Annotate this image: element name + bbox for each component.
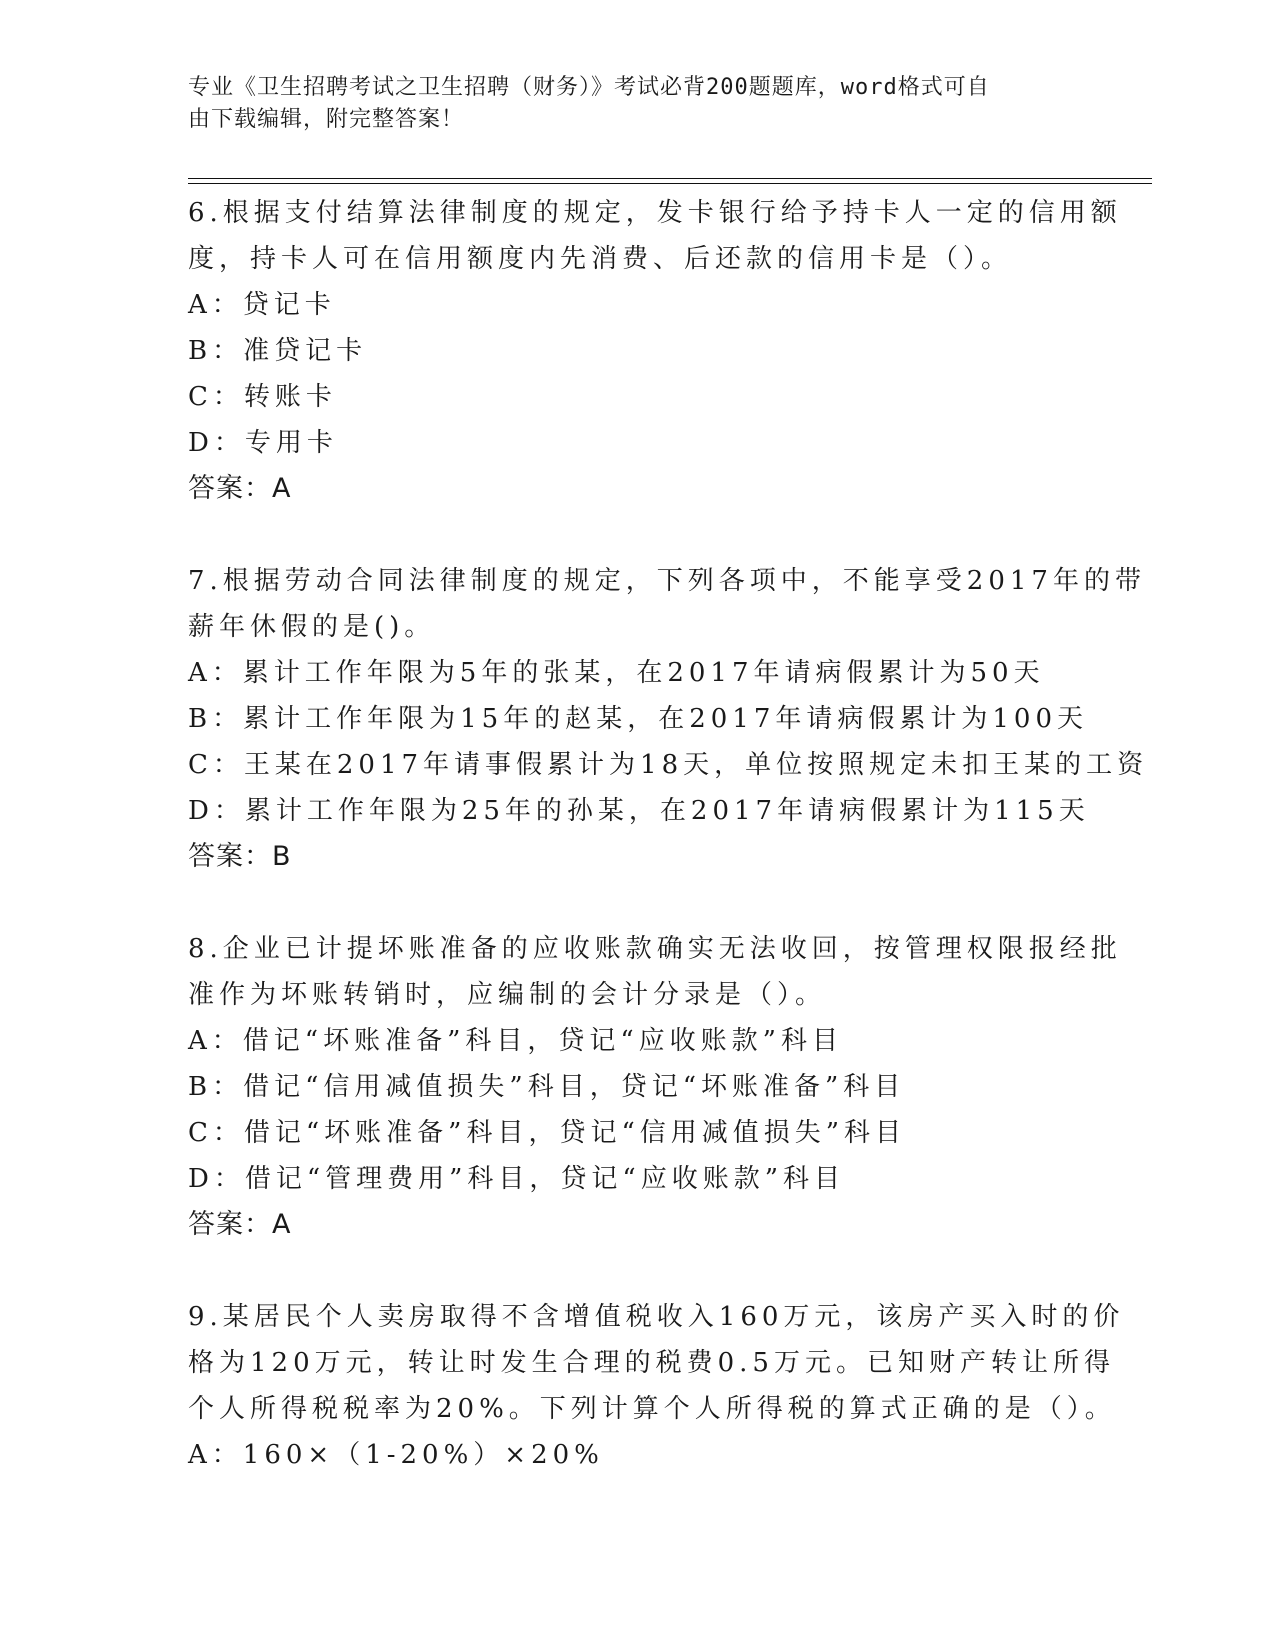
question-list — [188, 190, 1149, 1524]
option-d: D：借记“管理费用”科目，贷记“应收账款”科目 — [188, 1164, 846, 1194]
answer: 答案：B — [188, 841, 292, 872]
header-line-2: 由下载编辑，附完整答案！ — [188, 107, 465, 132]
question-stem-line: 8.企业已计提坏账准备的应收账款确实无法收回，按管理权限报经批 — [188, 934, 1122, 964]
option-a: A：累计工作年限为5年的张某，在2017年请病假累计为50天 — [188, 658, 1045, 688]
question-stem-line: 薪年休假的是()。 — [188, 612, 436, 642]
option-a: A：借记“坏账准备”科目，贷记“应收账款”科目 — [188, 1026, 843, 1056]
question-7 — [188, 558, 1149, 880]
question-9 — [188, 1294, 1125, 1478]
header-rule-top — [188, 178, 1152, 179]
question-6 — [188, 190, 1122, 512]
answer: 答案：A — [188, 473, 292, 504]
option-b: B：借记“信用减值损失”科目，贷记“坏账准备”科目 — [188, 1072, 906, 1102]
option-c: C：借记“坏账准备”科目，贷记“信用减值损失”科目 — [188, 1118, 907, 1148]
question-stem-line: 准作为坏账转销时，应编制的会计分录是（）。 — [188, 980, 827, 1010]
option-a: A：160×（1-20%）×20% — [188, 1440, 604, 1470]
option-b: B：准贷记卡 — [188, 336, 368, 366]
answer: 答案：A — [188, 1209, 292, 1240]
question-8 — [188, 926, 1122, 1248]
option-a: A：贷记卡 — [188, 290, 336, 320]
option-c: C：转账卡 — [188, 382, 337, 412]
question-stem-line: 6.根据支付结算法律制度的规定，发卡银行给予持卡人一定的信用额 — [188, 198, 1122, 228]
question-stem-line: 9.某居民个人卖房取得不含增值税收入160万元，该房产买入时的价 — [188, 1302, 1125, 1332]
question-stem-line: 格为120万元，转让时发生合理的税费0.5万元。已知财产转让所得 — [188, 1348, 1115, 1378]
question-stem-line: 7.根据劳动合同法律制度的规定，下列各项中，不能享受2017年的带 — [188, 566, 1146, 596]
question-stem-line: 度，持卡人可在信用额度内先消费、后还款的信用卡是（）。 — [188, 244, 1013, 274]
header-rule-bottom — [188, 183, 1152, 184]
option-c: C：王某在2017年请事假累计为18天，单位按照规定未扣王某的工资 — [188, 750, 1149, 780]
document-header — [188, 72, 1068, 136]
question-stem-line: 个人所得税税率为20%。下列计算个人所得税的算式正确的是（）。 — [188, 1394, 1116, 1424]
option-b: B：累计工作年限为15年的赵某，在2017年请病假累计为100天 — [188, 704, 1088, 734]
option-d: D：专用卡 — [188, 428, 338, 458]
option-d: D：累计工作年限为25年的孙某，在2017年请病假累计为115天 — [188, 796, 1090, 826]
header-line-1: 专业《卫生招聘考试之卫生招聘（财务）》考试必背200题题库，word格式可自 — [188, 75, 990, 100]
